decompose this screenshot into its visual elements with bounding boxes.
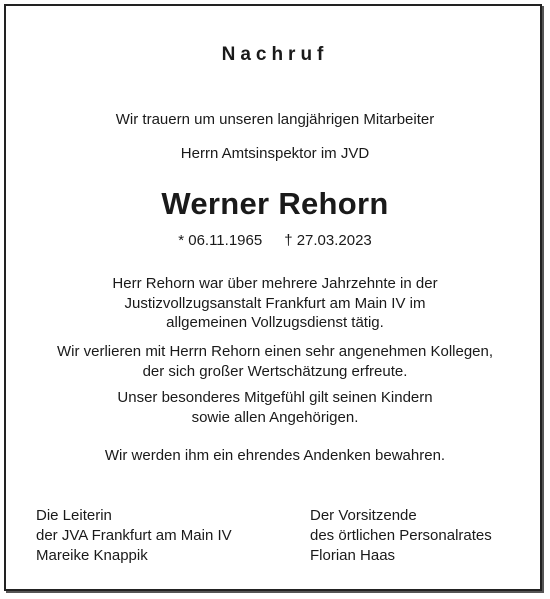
intro-line: Wir trauern um unseren langjährigen Mitarbeiter [115, 111, 435, 128]
signature-org: der JVA Frankfurt am Main IV [36, 527, 232, 544]
paragraph-line: Herr Rehorn war über mehrere Jahrzehnte in der [112, 275, 438, 292]
paragraph-line: der sich großer Wertschätzung erfreute. [142, 362, 408, 380]
paragraph-line: Justizvollzugsanstalt Frankfurt am Main IV im [124, 294, 426, 312]
signature-org: des örtlichen Personalrates [310, 527, 492, 544]
life-dates [6, 231, 544, 250]
paragraph-career [6, 274, 544, 333]
paragraph-line: sowie allen Angehörigen. [191, 408, 359, 426]
signature-role: Der Vorsitzende [310, 507, 417, 524]
notice-title: Nachruf [221, 44, 329, 65]
paragraph-line: Wir verlieren mit Herrn Rehorn einen sehr angenehmen Kollegen, [56, 343, 494, 360]
signature-right [310, 506, 492, 566]
signature-role: Die Leiterin [36, 507, 112, 524]
obituary-notice [4, 4, 542, 591]
deceased-name: Werner Rehorn [161, 186, 389, 221]
paragraph-condolence [6, 388, 544, 427]
paragraph-line: Unser besonderes Mitgefühl gilt seinen Kindern [117, 389, 433, 406]
birth-date: * 06.11.1965 [178, 232, 263, 249]
closing-line: Wir werden ihm ein ehrendes Andenken bewahren. [104, 447, 446, 464]
death-date: † 27.03.2023 [284, 232, 372, 249]
paragraph-line: allgemeinen Vollzugsdienst tätig. [166, 314, 384, 331]
signature-name: Mareike Knappik [36, 547, 148, 564]
rank-line: Herrn Amtsinspektor im JVD [180, 145, 370, 162]
signature-left [36, 506, 232, 566]
signature-name: Florian Haas [310, 547, 396, 564]
paragraph-colleague [6, 342, 544, 381]
